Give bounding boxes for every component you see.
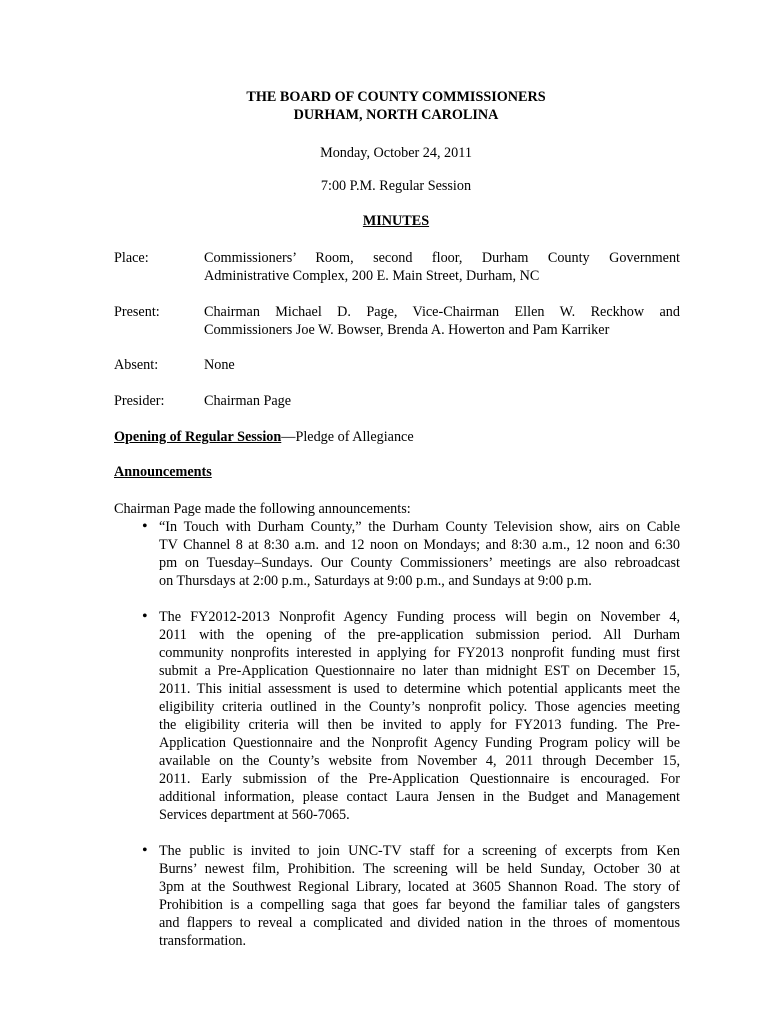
place-line: Commissioners’ Room, second floor, Durham County Government — [204, 250, 680, 266]
announcement-text — [159, 518, 680, 590]
present-line: Commissioners Joe W. Bowser, Brenda A. Howerton and Pam Karriker — [204, 322, 610, 338]
text-line: community nonprofits interested in applying for FY2013 nonprofit funding must first — [159, 645, 680, 661]
bullet-icon: • — [142, 518, 148, 535]
text-line: 3pm at the Southwest Regional Library, located at 3605 Shannon Road. The story of — [159, 879, 680, 895]
board-title: THE BOARD OF COUNTY COMMISSIONERS — [246, 89, 546, 105]
text-line: on Thursdays at 2:00 p.m., Saturdays at 9:00 p.m., and Sundays at 9:00 p.m. — [159, 573, 592, 589]
text-line: available on the County’s website from November 4, 2011 through December 15, — [159, 753, 680, 769]
present-line: Chairman Michael D. Page, Vice-Chairman Ellen W. Reckhow and — [204, 304, 680, 320]
text-line: submit a Pre-Application Questionnaire no later than midnight EST on December 15, — [159, 663, 680, 679]
text-line: and flappers to reveal a complicated and divided nation in the throes of momentous — [159, 915, 680, 931]
announcement-text — [159, 608, 680, 824]
text-line: pm on Tuesday–Sundays. Our County Commissioners’ meetings are also rebroadcast — [159, 555, 680, 571]
text-line: “In Touch with Durham County,” the Durham County Television show, airs on Cable — [159, 519, 680, 535]
text-line: 2011. This initial assessment is used to determine which potential applicants meet the — [159, 681, 680, 697]
opening-rest: —Pledge of Allegiance — [281, 429, 414, 445]
absent-value: None — [204, 357, 235, 373]
text-line: Burns’ newest film, Prohibition. The screening will be held Sunday, October 30 at — [159, 861, 680, 877]
session-time: 7:00 P.M. Regular Session — [320, 178, 472, 194]
text-line: The public is invited to join UNC-TV staff for a screening of excerpts from Ken — [159, 843, 680, 859]
minutes-heading: MINUTES — [362, 213, 430, 229]
opening-section — [114, 428, 414, 446]
text-line: Application Questionnaire and the Nonprofit Agency Funding Program policy will be — [159, 735, 680, 751]
meeting-date: Monday, October 24, 2011 — [320, 145, 472, 161]
announcements-intro: Chairman Page made the following announcements: — [114, 501, 411, 517]
presider-label: Presider: — [114, 393, 165, 409]
text-line: 2011. Early submission of the Pre-Application Questionnaire is encouraged. For — [159, 771, 680, 787]
announcements-heading: Announcements — [114, 464, 212, 480]
text-line: eligibility criteria outlined in the County’s nonprofit policy. Those agencies meeting — [159, 699, 680, 715]
text-line: transformation. — [159, 933, 247, 949]
bullet-icon: • — [142, 842, 148, 859]
present-value — [204, 303, 680, 339]
text-line: TV Channel 8 at 8:30 a.m. and 12 noon on Mondays; and 8:30 a.m., 12 noon and 6:30 — [159, 537, 680, 553]
location-title: DURHAM, NORTH CAROLINA — [293, 107, 499, 123]
text-line: the eligibility criteria will then be invited to apply for FY2013 funding. The Pre- — [159, 717, 680, 733]
presider-value: Chairman Page — [204, 393, 292, 409]
place-label: Place: — [114, 250, 149, 266]
text-line: additional information, please contact Laura Jensen in the Budget and Management — [159, 789, 680, 805]
bullet-icon: • — [142, 608, 148, 625]
place-line: Administrative Complex, 200 E. Main Street, Durham, NC — [204, 268, 540, 284]
announcements-section — [114, 463, 212, 481]
present-label: Present: — [114, 304, 160, 320]
text-line: Services department at 560-7065. — [159, 807, 350, 823]
absent-label: Absent: — [114, 357, 159, 373]
text-line: Prohibition is a compelling saga that goes far beyond the familiar tales of gangsters — [159, 897, 680, 913]
opening-heading: Opening of Regular Session — [114, 429, 282, 445]
place-value — [204, 249, 680, 285]
text-line: 2011 with the opening of the pre-application submission period. All Durham — [159, 627, 680, 643]
announcement-text — [159, 842, 680, 950]
text-line: The FY2012-2013 Nonprofit Agency Funding process will begin on November 4, — [159, 609, 680, 625]
